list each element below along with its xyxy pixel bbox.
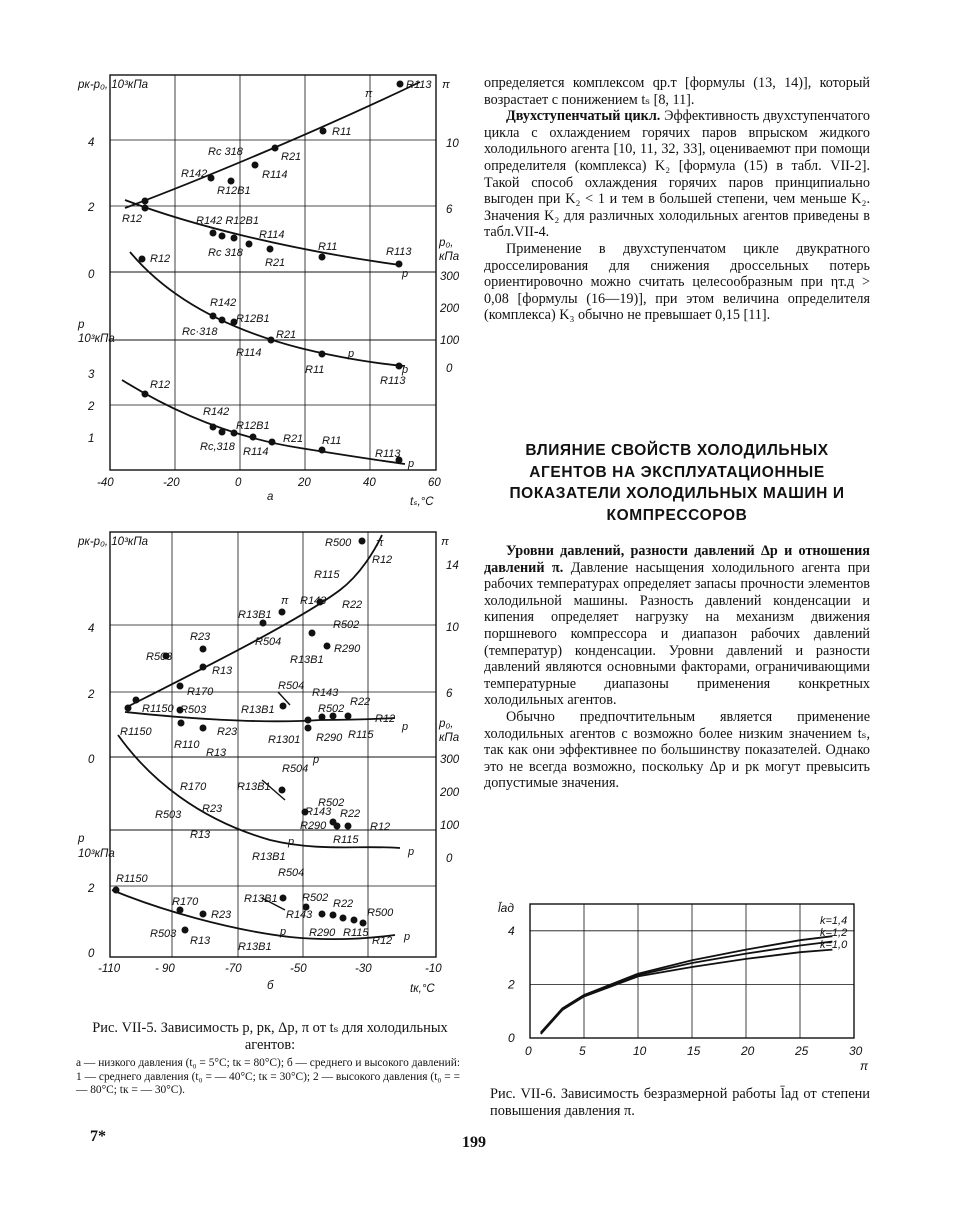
svg-text:R142: R142 [181,168,208,180]
svg-text:R23: R23 [217,726,238,738]
svg-text:300: 300 [440,754,460,766]
svg-text:R12: R12 [375,713,396,725]
svg-text:R113: R113 [386,246,412,258]
svg-text:R13B1: R13B1 [237,781,271,793]
svg-text:Rc,318: Rc,318 [200,441,235,453]
svg-text:0: 0 [446,853,453,865]
panel-b [110,532,436,957]
svg-text:10: 10 [446,138,459,150]
svg-text:R12: R12 [372,935,393,947]
svg-text:R502: R502 [302,892,329,904]
section-heading: ВЛИЯНИЕ СВОЙСТВ ХОЛОДИЛЬНЫХ АГЕНТОВ НА ЭКСПЛУАТАЦИОННЫЕ ПОКАЗАТЕЛИ ХОЛОДИЛЬНЫХ МАШИН И КОМПРЕССОРОВ [509,442,845,524]
svg-text:R502: R502 [333,619,360,631]
svg-text:0: 0 [88,269,95,281]
figure-vii-6 [484,890,880,1080]
svg-text:кПа: кПа [439,251,460,263]
svg-text:100: 100 [440,335,460,347]
svg-text:4: 4 [88,623,95,635]
svg-text:R143: R143 [286,909,313,921]
svg-text:R11: R11 [332,126,352,138]
svg-text:-50: -50 [290,963,307,975]
svg-text:0: 0 [446,363,453,375]
svg-text:10³кПа: 10³кПа [78,848,115,860]
svg-text:а: а [267,491,274,503]
svg-text:p: p [408,846,415,858]
fig6-x-tick-label: 15 [687,1044,701,1058]
fig6-x-tick-label: 30 [849,1044,863,1058]
svg-text:R12: R12 [150,253,171,265]
fig6-grid [530,904,854,1038]
svg-text:R503: R503 [155,809,182,821]
fig6-y-tick-label: 0 [508,1031,515,1045]
svg-text:R115: R115 [333,834,359,846]
svg-text:p₀,: p₀, [439,237,454,249]
svg-text:R23: R23 [211,909,232,921]
svg-text:60: 60 [428,477,441,489]
svg-text:R21: R21 [276,329,297,341]
svg-text:R13: R13 [212,665,233,677]
svg-text:200: 200 [440,787,460,799]
svg-text:p: p [280,926,287,938]
svg-text:-30: -30 [355,963,372,975]
svg-text:R13: R13 [206,747,227,759]
svg-text:R110: R110 [174,739,200,751]
fig5-caption: Рис. VII-5. Зависимость p, pк, Δp, π от tₛ для холодильных агентов: [92,1020,448,1053]
svg-text:R13B1: R13B1 [290,654,324,666]
svg-text:14: 14 [446,560,459,572]
bold-run: Уровни давлений, разности давлений Δp и отношения давлений π. [484,543,870,576]
svg-text:R504: R504 [278,680,305,692]
fig6-series [541,936,833,1034]
svg-text:-20: -20 [163,477,180,489]
paragraph: определяется комплексом qр.т [формулы (13, 14)], который возрастает с понижением tₛ [8, 11]. [484,75,870,108]
fig6-x-tick-label: 5 [579,1044,586,1058]
svg-text:Rc 318: Rc 318 [208,247,243,259]
svg-text:R13B1: R13B1 [252,851,286,863]
svg-text:0: 0 [235,477,242,489]
svg-text:R1150: R1150 [142,703,174,715]
svg-text:-70: -70 [225,963,242,975]
fig6-legend-label: k=1,0 [820,939,848,951]
svg-text:R503: R503 [146,651,173,663]
svg-text:R504: R504 [255,636,282,648]
svg-text:R113: R113 [375,448,401,460]
svg-text:R13B1: R13B1 [241,704,275,716]
svg-text:R22: R22 [340,808,361,820]
svg-text:R502: R502 [318,797,345,809]
svg-text:R504: R504 [282,763,309,775]
svg-text:R115: R115 [348,729,374,741]
svg-text:б: б [267,980,274,992]
svg-text:R12: R12 [150,379,171,391]
svg-text:R142: R142 [210,297,237,309]
svg-text:R1150: R1150 [116,873,148,885]
svg-text:2: 2 [88,401,95,413]
bold-run: Двухступенчатый цикл. [506,108,661,125]
svg-text:200: 200 [440,303,460,315]
fig6-caption: Рис. VII-6. Зависимость безразмерной работы l̄ад от степени повышения давления π. [490,1086,870,1119]
svg-text:40: 40 [363,477,376,489]
svg-text:R142: R142 [203,406,230,418]
svg-text:кПа: кПа [439,732,460,744]
svg-text:R13: R13 [190,935,211,947]
svg-text:R23: R23 [190,631,211,643]
fig6-legend-label: k=1,4 [820,915,848,927]
svg-text:0: 0 [88,948,95,960]
right-column-top [484,75,870,324]
svg-text:R503: R503 [150,928,177,940]
svg-text:300: 300 [440,271,460,283]
svg-text:R170: R170 [180,781,207,793]
svg-text:R12B1: R12B1 [217,185,251,197]
svg-text:R21: R21 [265,257,286,269]
svg-text:R170: R170 [172,896,199,908]
svg-text:R11: R11 [322,435,342,447]
svg-text:p: p [404,931,411,943]
svg-text:10: 10 [446,622,459,634]
right-column-bottom [484,543,870,792]
paragraph: Обычно предпочтительным является применение холодильных агентов с возможно более низким значением tₛ, так как они эффективнее по большинству показателей. Однако это не всегда возможно, поскольку Δp и pк могут превысить допустимые значения. [484,708,870,792]
svg-text:R21: R21 [283,433,304,445]
svg-text:R12: R12 [372,554,393,566]
svg-text:R115: R115 [314,569,340,581]
svg-text:R11: R11 [318,241,338,253]
svg-text:2: 2 [88,883,95,895]
svg-text:2: 2 [88,202,95,214]
svg-text:R170: R170 [187,686,214,698]
svg-text:tк,°C: tк,°C [410,983,435,995]
svg-text:π: π [442,79,450,91]
svg-text:p₀,: p₀, [439,718,454,730]
svg-text:2: 2 [88,689,95,701]
svg-text:0: 0 [88,754,95,766]
svg-text:π: π [376,537,384,549]
svg-text:R22: R22 [333,898,354,910]
svg-text:p: p [313,754,320,766]
svg-text:R13B1: R13B1 [244,893,278,905]
svg-text:R22: R22 [342,599,363,611]
svg-text:tₛ,°C: tₛ,°C [410,496,434,508]
svg-text:R502: R502 [318,703,345,715]
svg-text:R142 R12B1: R142 R12B1 [196,215,259,227]
svg-text:p: p [408,458,415,470]
svg-text:R114: R114 [259,229,285,241]
signature-mark: 7* [90,1128,106,1145]
svg-text:-40: -40 [97,477,114,489]
svg-text:R114: R114 [262,169,288,181]
fig6-x-tick-label: 10 [633,1044,647,1058]
svg-text:R115: R115 [343,927,369,939]
fig6-x-tick-label: 0 [525,1044,532,1058]
fig6-ylabel: l̄ад [498,901,514,915]
page-number: 199 [462,1134,486,1151]
svg-text:p: p [348,348,355,360]
svg-text:R21: R21 [281,151,302,163]
svg-text:p: p [78,319,85,331]
svg-text:Rc·318: Rc·318 [182,326,218,338]
svg-text:R13B1: R13B1 [238,941,272,953]
svg-text:R500: R500 [325,537,352,549]
svg-text:R143: R143 [300,595,327,607]
fig6-series-line [541,942,833,1033]
paragraph [484,108,870,241]
svg-text:p: p [288,836,295,848]
fig6-x-tick-label: 25 [795,1044,809,1058]
svg-text:R23: R23 [202,803,223,815]
svg-text:100: 100 [440,820,460,832]
svg-text:R13B1: R13B1 [238,609,272,621]
fig5-caption-detail: а — низкого давления (t₀ = 5°C; tк = 80°C); б — среднего и высокого давлений: 1 — среднего давления (t₀ = — 40°C; tк = 30°C); 2 — высокого давления (t₀ = = — 80°C; tк = — 30°C). [76,1057,460,1096]
svg-text:R12B1: R12B1 [236,420,270,432]
svg-text:Rc 318: Rc 318 [208,146,243,158]
svg-text:p: p [402,721,409,733]
svg-text:R504: R504 [278,867,305,879]
svg-text:R113: R113 [406,79,432,91]
svg-text:π: π [441,536,449,548]
panel-a [110,75,436,470]
svg-text:R290: R290 [316,732,343,744]
svg-text:- 90: - 90 [155,963,175,975]
svg-text:R13: R13 [190,829,211,841]
fig6-x-tick-label: 20 [741,1044,755,1058]
svg-text:R503: R503 [180,704,207,716]
svg-text:3: 3 [88,369,95,381]
svg-text:π: π [281,595,289,607]
svg-text:R22: R22 [350,696,371,708]
fig6-legend-label: k=1,2 [820,927,848,939]
svg-text:R1301: R1301 [268,734,301,746]
svg-text:-10: -10 [425,963,442,975]
figure-vii-5 [70,70,480,1000]
svg-text:6: 6 [446,688,453,700]
svg-text:R290: R290 [334,643,361,655]
panel-b-axes [77,536,460,995]
panel-a-axes [77,79,460,508]
paragraph-run: Давление насыщения холодильного агента при рабочих температурах определяет запасы прочности элементов холодильной машины. Разность давлений конденсации и кипения определяет нагрузку на механизм движения поршневого компрессора и диапазон рабочих давлений (температур) конденсации. Уровни давлений и разности давлений являются основными факторами, ограничивающими температурные диапазоны применения конкретных холодильных агентов. [484,559,870,709]
svg-text:p: p [402,268,409,280]
svg-text:R1150: R1150 [120,726,152,738]
svg-text:pк-p₀, 10³кПа: pк-p₀, 10³кПа [78,536,149,548]
svg-text:p: p [78,833,85,845]
fig6-y-tick-label: 2 [508,977,515,992]
svg-text:10³кПа: 10³кПа [78,333,115,345]
paragraph: Применение в двухступенчатом цикле двукратного дросселирования для снижения дроссельных потерь ориентировочно можно считать целесообразным при ηт.д > 0,08 [формулы (16—19)], при этом величина определителя (комплекса) K₃ обычно не превышает 0,15 [11]. [484,240,870,324]
fig6-legend [820,915,848,951]
svg-text:4: 4 [88,137,95,149]
svg-text:R11: R11 [305,364,325,376]
fig6-xlabel: π [860,1059,869,1073]
svg-text:R113: R113 [380,375,406,387]
paragraph [484,543,870,709]
svg-text:R500: R500 [367,907,394,919]
svg-text:-110: -110 [98,963,121,975]
svg-text:R12B1: R12B1 [236,313,270,325]
svg-text:R12: R12 [122,213,143,225]
svg-text:π: π [365,88,373,100]
svg-text:6: 6 [446,204,453,216]
svg-text:p: p [402,364,409,376]
svg-text:R290: R290 [300,820,327,832]
svg-text:1: 1 [88,433,95,445]
svg-text:pк-p₀, 10³кПа: pк-p₀, 10³кПа [78,79,149,91]
svg-text:R12: R12 [370,821,391,833]
svg-text:R114: R114 [236,347,262,359]
svg-text:R114: R114 [243,446,269,458]
svg-text:R143: R143 [305,806,332,818]
fig6-y-tick-label: 4 [508,923,515,938]
svg-text:R143: R143 [312,687,339,699]
svg-text:R290: R290 [309,927,336,939]
paragraph-run: Эффективность двухступенчатого цикла с охлаждением горячих паров впрыском жидкого холодильного агента [10, 11, 32, 33], оцениваемют при помощи определителя (комплекса) K₂ [формула (15) в табл. VII-2]. Такой способ охлаждения горячих паров принципиально выгоден при K₂ < 1 и тем в большей степени, чем меньше K₂. Значения K₂ для различных холодильных агентов приведены в табл.VII-4. [484,108,870,241]
svg-text:20: 20 [298,477,311,489]
